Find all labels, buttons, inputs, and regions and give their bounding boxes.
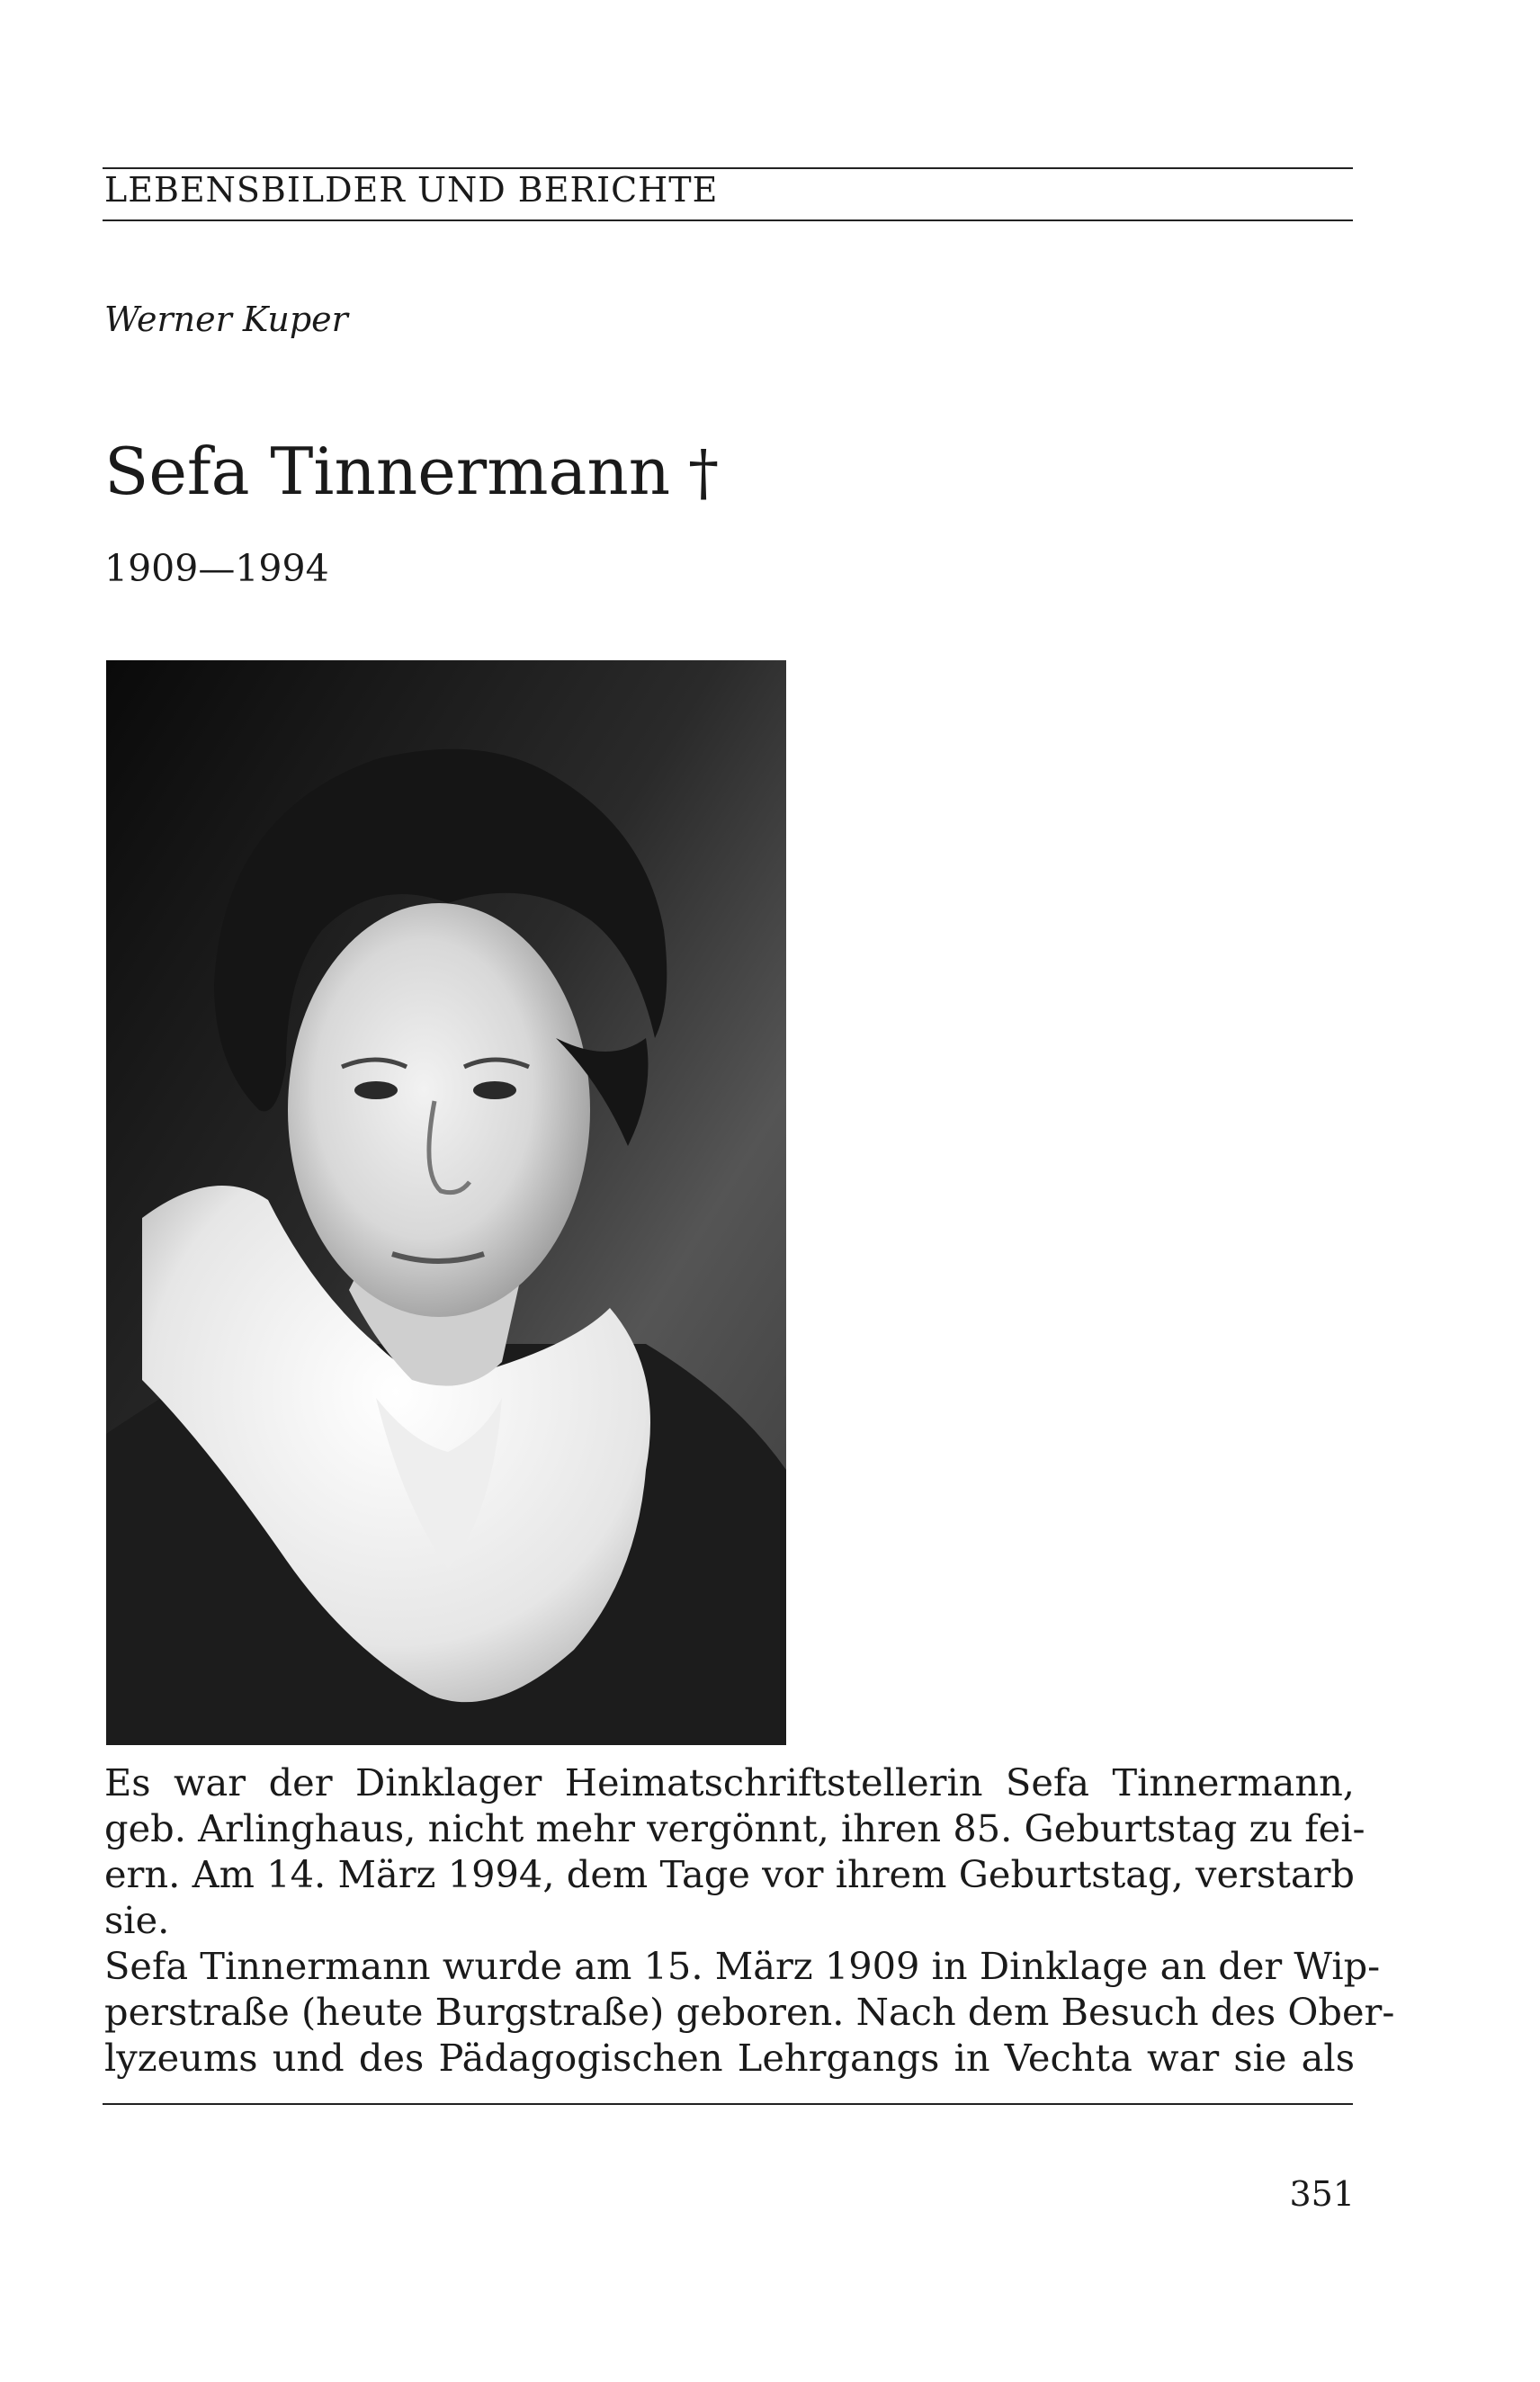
body-line: geb. Arlinghaus, nicht mehr vergönnt, ihren 85. Geburtstag zu fei- [104,1806,1365,1850]
body-line: ern. Am 14. März 1994, dem Tage vor ihrem Geburtstag, verstarb [104,1852,1355,1896]
body-line: sie. [104,1898,170,1942]
body-line: perstraße (heute Burgstraße) geboren. Nach dem Besuch des Ober- [104,1990,1395,2034]
body-text [104,1760,1395,2081]
cross-icon: † [688,438,720,509]
body-line: Sefa Tinnermann wurde am 15. März 1909 in Dinklage an der Wip- [104,1944,1381,1988]
article-title [104,434,720,509]
author-name: Werner Kuper [104,300,348,339]
header-rule-bottom [103,219,1353,221]
header-rule-top [103,167,1353,169]
footer-rule [103,2103,1353,2105]
portrait-photo [106,660,786,1745]
body-line: lyzeums und des Pädagogischen Lehrgangs in Vechta war sie als [104,2036,1355,2080]
life-years: 1909—1994 [104,547,329,590]
page-number: 351 [1289,2174,1355,2214]
body-line: Es war der Dinklager Heimatschriftstellerin Sefa Tinnermann, [104,1760,1355,1804]
title-text: Sefa Tinnermann [104,434,671,509]
section-header: LEBENSBILDER UND BERICHTE [104,170,719,210]
